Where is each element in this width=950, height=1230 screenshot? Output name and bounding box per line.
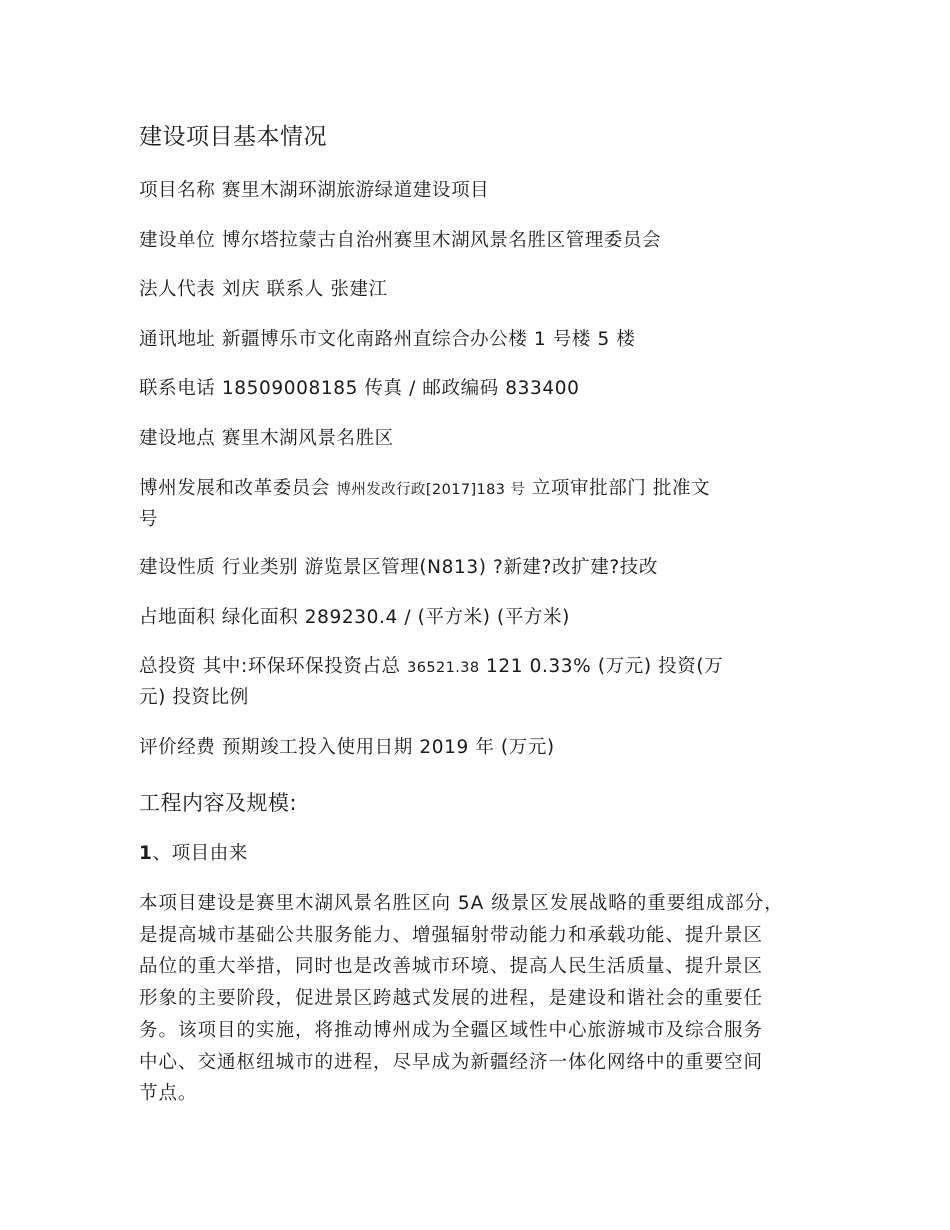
field-approval	[139, 474, 819, 535]
investment-ratio: 元) 投资比例	[139, 687, 249, 708]
paragraph-line: 务。该项目的实施，将推动博州成为全疆区域性中心旅游城市及综合服务	[139, 1019, 764, 1041]
field-builder: 建设单位 博尔塔拉蒙古自治州赛里木湖风景名胜区管理委员会	[139, 230, 662, 251]
paragraph-line: 节点。	[139, 1083, 198, 1105]
subsection-origin	[139, 839, 248, 869]
subsection-number: 1	[139, 843, 153, 864]
field-fee: 评价经费 预期竣工投入使用日期 2019 年 (万元)	[139, 737, 555, 758]
paragraph-line: 品位的重大举措，同时也是改善城市环境、提高人民生活质量、提升景区	[139, 956, 764, 978]
investment-label: 总投资 其中:环保环保投资占总	[139, 656, 401, 677]
paragraph-line: 形象的主要阶段，促进景区跨越式发展的进程，是建设和谐社会的重要任	[139, 988, 764, 1010]
field-phone: 联系电话 18509008185 传真 / 邮政编码 833400	[139, 378, 580, 399]
approval-department: 博州发展和改革委员会	[139, 478, 331, 499]
field-project-name: 项目名称 赛里木湖环湖旅游绿道建设项目	[139, 180, 490, 201]
paragraph-line: 本项目建设是赛里木湖风景名胜区向 5A 级景区发展战略的重要组成部分，	[139, 893, 784, 914]
investment-total: 36521.38	[407, 660, 480, 676]
paragraph-line: 是提高城市基础公共服务能力、增强辐射带动能力和承载功能、提升景区	[139, 924, 764, 946]
field-investment	[139, 652, 819, 713]
field-address: 通讯地址 新疆博乐市文化南路州直综合办公楼 1 号楼 5 楼	[139, 329, 636, 350]
field-nature: 建设性质 行业类别 游览景区管理(N813) ?新建?改扩建?技改	[139, 557, 658, 578]
section-title-scope: 工程内容及规模:	[139, 791, 298, 815]
investment-env: 121 0.33% (万元) 投资(万	[485, 656, 724, 677]
approval-label-cont: 号	[139, 509, 159, 530]
field-legal-representative: 法人代表 刘庆 联系人 张建江	[139, 279, 388, 300]
approval-number: 博州发改行政[2017]183 号	[336, 482, 526, 498]
subsection-title: 、项目由来	[152, 843, 248, 864]
field-area: 占地面积 绿化面积 289230.4 / (平方米) (平方米)	[139, 607, 570, 628]
approval-label: 立项审批部门 批准文	[531, 478, 711, 499]
field-location: 建设地点 赛里木湖风景名胜区	[139, 428, 394, 449]
origin-paragraph	[139, 888, 825, 1110]
section-title-basic-info: 建设项目基本情况	[139, 124, 327, 150]
paragraph-line: 中心、交通枢纽城市的进程，尽早成为新疆经济一体化网络中的重要空间	[139, 1051, 764, 1073]
